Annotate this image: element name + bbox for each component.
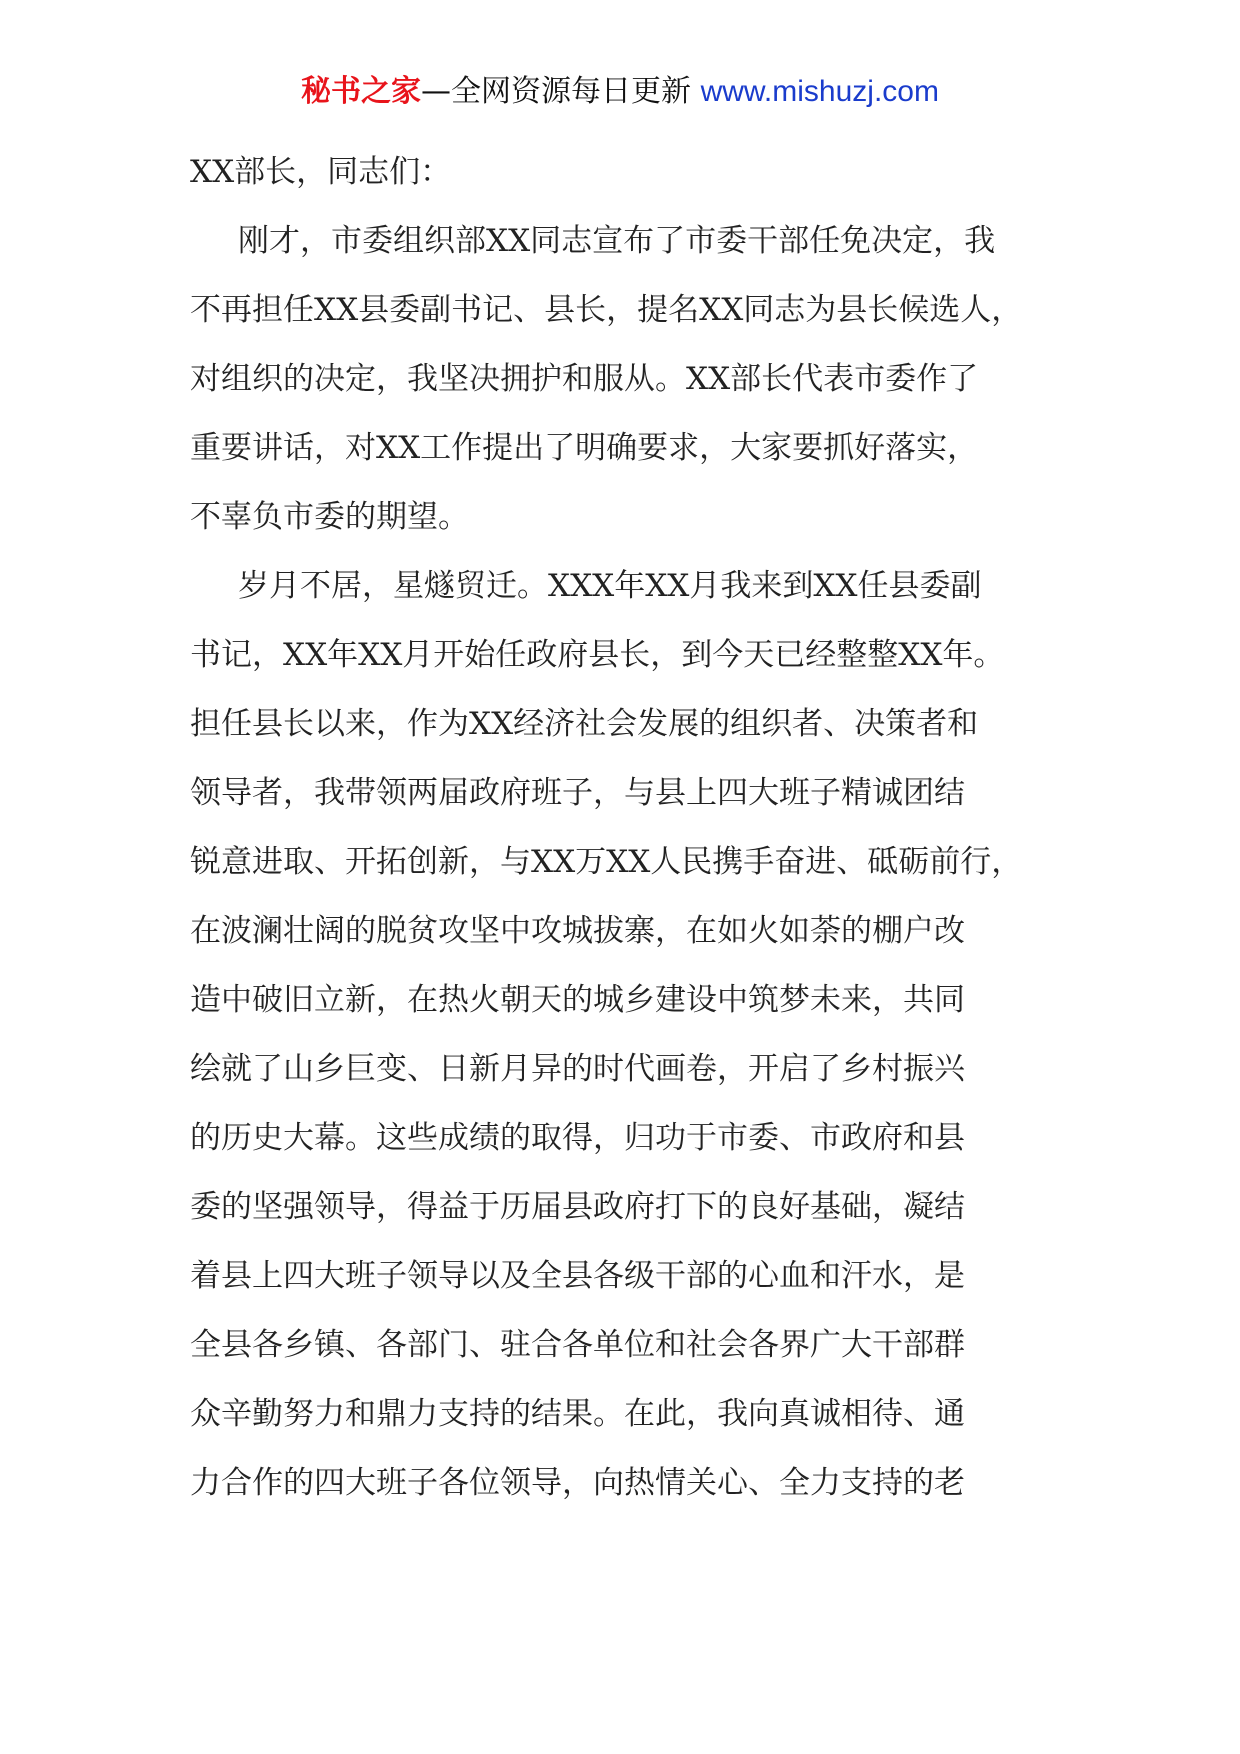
text-line: 领导者，我带领两届政府班子，与县上四大班子精诚团结 [190, 775, 965, 811]
brand-name: 秘书之家 [301, 74, 422, 109]
text-line: 绘就了山乡巨变、日新月异的时代画卷，开启了乡村振兴 [190, 1051, 965, 1087]
website-link[interactable]: www.mishuzj.com [700, 75, 939, 108]
text-line: 造中破旧立新，在热火朝天的城乡建设中筑梦未来，共同 [190, 982, 965, 1018]
text-line: 在波澜壮阔的脱贫攻坚中攻城拔寨，在如火如荼的棚户改 [190, 913, 965, 949]
text-line: 力合作的四大班子各位领导，向热情关心、全力支持的老 [190, 1465, 965, 1501]
text-line: 岁月不居，星燧贸迁。XXX年XX月我来到XX任县委副 [238, 568, 982, 604]
text-line: 委的坚强领导，得益于历届县政府打下的良好基础，凝结 [190, 1189, 965, 1225]
paragraph-2 [190, 552, 1060, 1518]
text-line: 担任县长以来，作为XX经济社会发展的组织者、决策者和 [190, 706, 979, 742]
text-line: 书记，XX年XX月开始任政府县长，到今天已经整整XX年。 [190, 637, 1005, 673]
paragraph-1 [190, 207, 1060, 552]
header-tagline: —全网资源每日更新 [421, 74, 692, 109]
text-line: 不再担任XX县委副书记、县长，提名XX同志为县长候选人， [190, 292, 1023, 328]
page-header [0, 70, 1240, 114]
text-line: 锐意进取、开拓创新，与XX万XX人民携手奋进、砥砺前行， [190, 844, 1023, 880]
text-line: 着县上四大班子领导以及全县各级干部的心血和汗水，是 [190, 1258, 965, 1294]
text-line: 众辛勤努力和鼎力支持的结果。在此，我向真诚相待、通 [190, 1396, 965, 1432]
text-line: 的历史大幕。这些成绩的取得，归功于市委、市政府和县 [190, 1120, 965, 1156]
text-line: 重要讲话，对XX工作提出了明确要求，大家要抓好落实， [190, 430, 979, 466]
salutation: XX部长，同志们： [190, 154, 452, 190]
text-line: 对组织的决定，我坚决拥护和服从。XX部长代表市委作了 [190, 361, 979, 397]
document-body [190, 138, 1060, 1518]
text-line: 全县各乡镇、各部门、驻合各单位和社会各界广大干部群 [190, 1327, 965, 1363]
text-line: 不辜负市委的期望。 [190, 499, 469, 535]
text-line: 刚才，市委组织部XX同志宣布了市委干部任免决定，我 [238, 223, 996, 259]
